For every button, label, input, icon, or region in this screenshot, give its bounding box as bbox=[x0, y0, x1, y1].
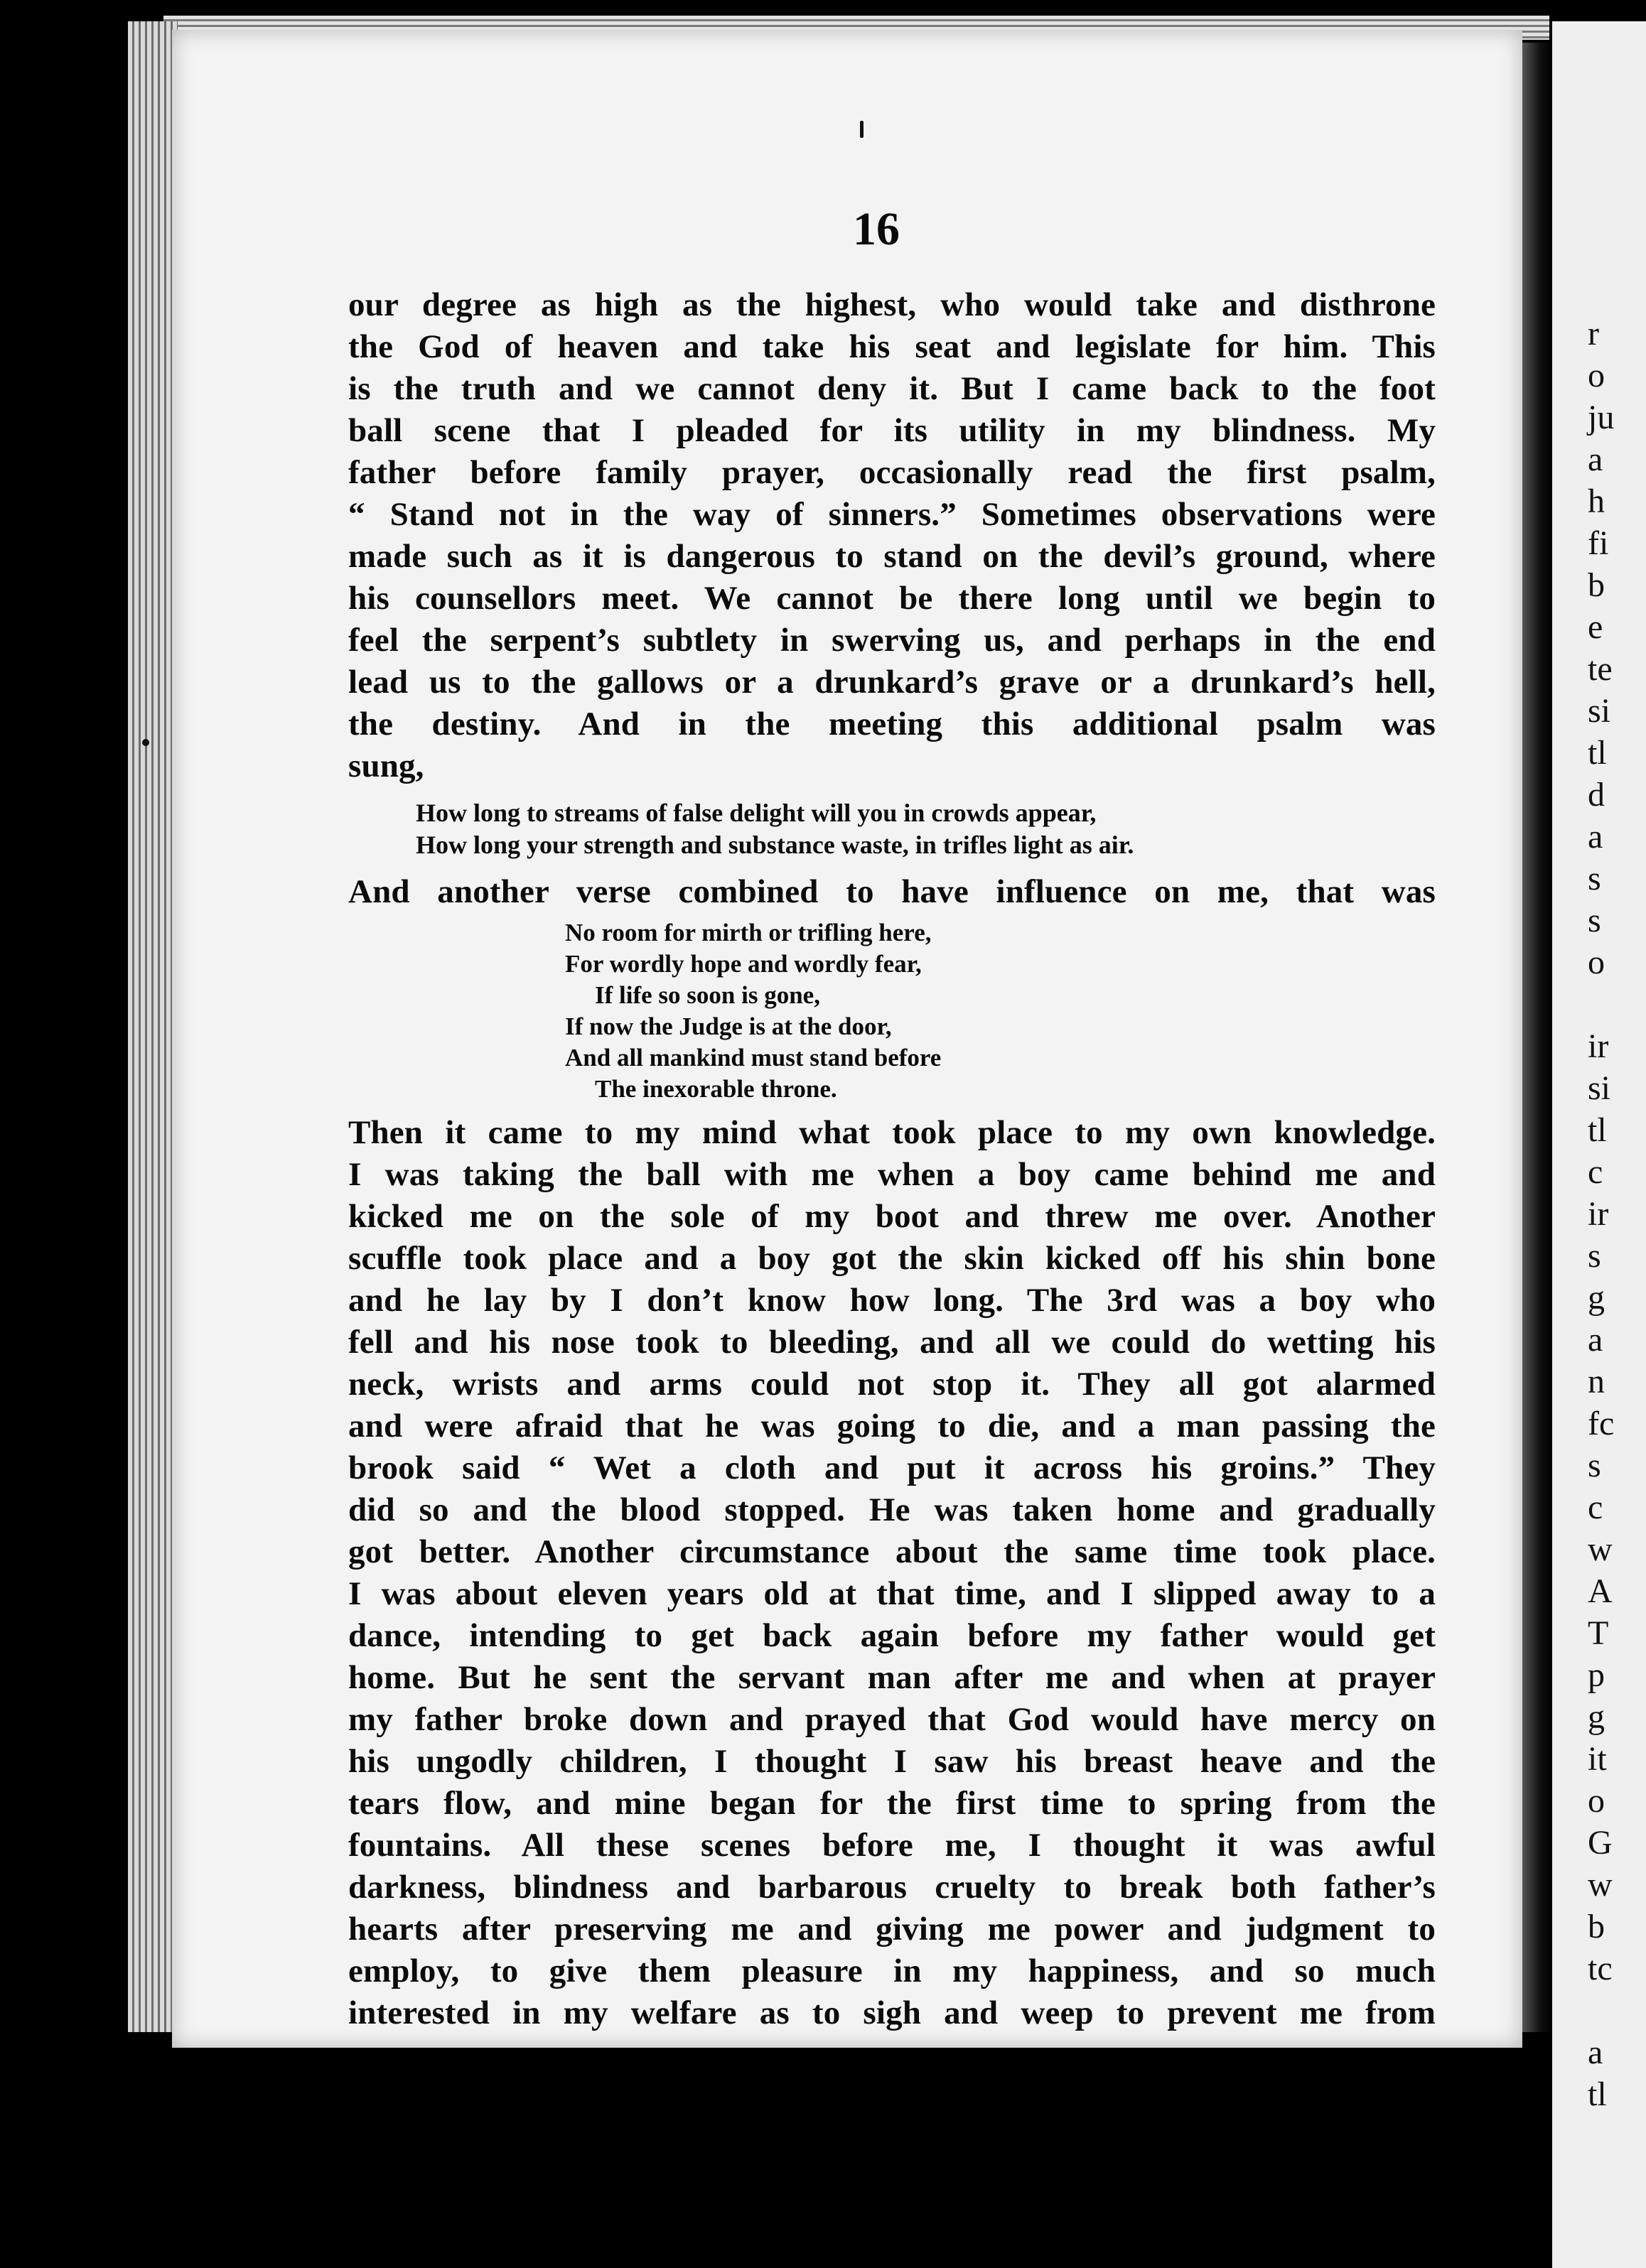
text-line: tears flow, and mine began for the first time to spring from the bbox=[348, 1785, 1436, 1822]
facing-page-text-fragments bbox=[1588, 313, 1646, 2115]
facing-page-fragment: ir bbox=[1588, 1195, 1609, 1233]
paragraph-1 bbox=[348, 284, 1436, 787]
text-line: interested in my welfare as to sigh and weep to prevent me from bbox=[348, 1994, 1436, 2031]
facing-page-fragment: a bbox=[1588, 441, 1603, 478]
paragraph-2 bbox=[348, 1112, 1436, 2034]
text-line: Then it came to my mind what took place to my own knowledge. bbox=[348, 1114, 1436, 1151]
verse-line: And all mankind must stand before bbox=[565, 1044, 942, 1071]
facing-page-fragment: w bbox=[1588, 1530, 1613, 1568]
text-line: fell and his nose took to bleeding, and all we could do wetting his bbox=[348, 1324, 1436, 1361]
facing-page-fragment: d bbox=[1588, 776, 1605, 814]
text-line: and were afraid that he was going to die, and a man passing the bbox=[348, 1408, 1436, 1444]
facing-page-fragment: a bbox=[1588, 1321, 1603, 1359]
verse-line: If now the Judge is at the door, bbox=[565, 1012, 892, 1040]
text-line: “ Stand not in the way of sinners.” Sometimes observations were bbox=[348, 496, 1436, 533]
text-line: is the truth and we cannot deny it. But I came back to the foot bbox=[348, 370, 1436, 407]
verse-line: For wordly hope and wordly fear, bbox=[565, 950, 922, 978]
facing-page-fragment: a bbox=[1588, 2034, 1603, 2071]
text-line: lead us to the gallows or a drunkard’s grave or a drunkard’s hell, bbox=[348, 664, 1436, 701]
page-number: 16 bbox=[853, 203, 900, 255]
facing-page-fragment: ir bbox=[1588, 1027, 1609, 1065]
facing-page-fragment: b bbox=[1588, 566, 1605, 604]
scan-speck bbox=[860, 121, 864, 138]
verse-1 bbox=[348, 797, 1436, 861]
facing-page-fragment: A bbox=[1588, 1572, 1613, 1610]
text-line: the God of heaven and take his seat and legislate for him. This bbox=[348, 328, 1436, 365]
facing-page-fragment: g bbox=[1588, 1279, 1605, 1317]
text-line: fountains. All these scenes before me, I thought it was awful bbox=[348, 1827, 1436, 1864]
facing-page-fragment: si bbox=[1588, 692, 1611, 730]
facing-page-fragment: g bbox=[1588, 1698, 1605, 1736]
facing-page-fragment: tl bbox=[1588, 1111, 1607, 1149]
text-line: father before family prayer, occasionally read the first psalm, bbox=[348, 454, 1436, 491]
scan-speck bbox=[142, 739, 149, 746]
text-line: brook said “ Wet a cloth and put it across his groins.” They bbox=[348, 1449, 1436, 1486]
facing-page-fragment: tc bbox=[1588, 1950, 1613, 1987]
facing-page-fragment: o bbox=[1588, 1782, 1605, 1820]
facing-page-fragment bbox=[1588, 1989, 1646, 2031]
facing-page-fragment: tl bbox=[1588, 2075, 1607, 2113]
text-line: our degree as high as the highest, who would take and disthrone bbox=[348, 286, 1436, 323]
facing-page-fragment: c bbox=[1588, 1153, 1603, 1191]
text-line: sung, bbox=[348, 747, 424, 784]
text-line: neck, wrists and arms could not stop it. They all got alarmed bbox=[348, 1366, 1436, 1403]
facing-page-fragment: ju bbox=[1588, 399, 1615, 436]
verse-2 bbox=[348, 917, 1436, 1105]
facing-page-fragment: s bbox=[1588, 860, 1601, 897]
text-line: his ungodly children, I thought I saw his breast heave and the bbox=[348, 1743, 1436, 1780]
text-line: his counsellors meet. We cannot be there long until we begin to bbox=[348, 580, 1436, 617]
facing-page-fragment: o bbox=[1588, 357, 1605, 394]
text-line: I was taking the ball with me when a boy came behind me and bbox=[348, 1156, 1436, 1193]
verse-line: How long to streams of false delight will you in crowds appear, bbox=[416, 799, 1097, 827]
facing-page bbox=[1552, 21, 1646, 2268]
facing-page-fragment: T bbox=[1588, 1614, 1609, 1652]
facing-page-fragment: tl bbox=[1588, 734, 1607, 772]
facing-page-fragment: a bbox=[1588, 818, 1603, 855]
text-line: hearts after preserving me and giving me power and judgment to bbox=[348, 1911, 1436, 1948]
facing-page-fragment: s bbox=[1588, 902, 1601, 939]
facing-page-fragment: s bbox=[1588, 1237, 1601, 1275]
facing-page-fragment: it bbox=[1588, 1740, 1607, 1778]
verse-line: If life so soon is gone, bbox=[595, 981, 820, 1009]
facing-page-fragment: c bbox=[1588, 1489, 1603, 1526]
facing-page-fragment: o bbox=[1588, 944, 1605, 981]
text-line: dance, intending to get back again before my father would get bbox=[348, 1617, 1436, 1654]
text-line: employ, to give them pleasure in my happiness, and so much bbox=[348, 1953, 1436, 1989]
text-line: did so and the blood stopped. He was taken home and gradually bbox=[348, 1491, 1436, 1528]
facing-page-fragment: w bbox=[1588, 1866, 1613, 1904]
facing-page-fragment: n bbox=[1588, 1363, 1605, 1400]
text-line: home. But he sent the servant man after me and when at prayer bbox=[348, 1659, 1436, 1696]
facing-page-fragment: fi bbox=[1588, 524, 1609, 562]
text-line: kicked me on the sole of my boot and threw me over. Another bbox=[348, 1198, 1436, 1235]
verse-line: How long your strength and substance waste, in trifles light as air. bbox=[416, 831, 1134, 859]
text-line: I was about eleven years old at that time, and I slipped away to a bbox=[348, 1575, 1436, 1612]
text-line: ball scene that I pleaded for its utility in my blindness. My bbox=[348, 412, 1436, 449]
interlude-line: And another verse combined to have influence on me, that was bbox=[348, 873, 1436, 910]
facing-page-fragment: s bbox=[1588, 1447, 1601, 1484]
book-gutter bbox=[1522, 43, 1552, 2032]
facing-page-fragment: fc bbox=[1588, 1405, 1615, 1442]
facing-page-fragment: h bbox=[1588, 482, 1605, 520]
text-line: got better. Another circumstance about the same time took place. bbox=[348, 1533, 1436, 1570]
page-text bbox=[348, 284, 1436, 2034]
text-line: and he lay by I don’t know how long. The 3rd was a boy who bbox=[348, 1282, 1436, 1319]
facing-page-fragment bbox=[1588, 983, 1646, 1025]
text-line: darkness, blindness and barbarous cruelty to break both father’s bbox=[348, 1869, 1436, 1906]
verse-line: The inexorable throne. bbox=[595, 1075, 837, 1103]
facing-page-fragment: e bbox=[1588, 608, 1603, 646]
page-stack-left-edge bbox=[128, 21, 178, 2032]
facing-page-fragment: p bbox=[1588, 1656, 1605, 1694]
text-line: the destiny. And in the meeting this additional psalm was bbox=[348, 706, 1436, 742]
text-line: my father broke down and prayed that God would have mercy on bbox=[348, 1701, 1436, 1738]
text-line: made such as it is dangerous to stand on the devil’s ground, where bbox=[348, 538, 1436, 575]
facing-page-fragment: si bbox=[1588, 1069, 1611, 1107]
facing-page-fragment: te bbox=[1588, 650, 1613, 688]
text-line: scuffle took place and a boy got the skin kicked off his shin bone bbox=[348, 1240, 1436, 1277]
facing-page-fragment: r bbox=[1588, 315, 1599, 352]
facing-page-fragment: G bbox=[1588, 1824, 1613, 1862]
facing-page-fragment: b bbox=[1588, 1908, 1605, 1945]
text-line: feel the serpent’s subtlety in swerving us, and perhaps in the end bbox=[348, 622, 1436, 659]
verse-line: No room for mirth or trifling here, bbox=[565, 919, 932, 946]
